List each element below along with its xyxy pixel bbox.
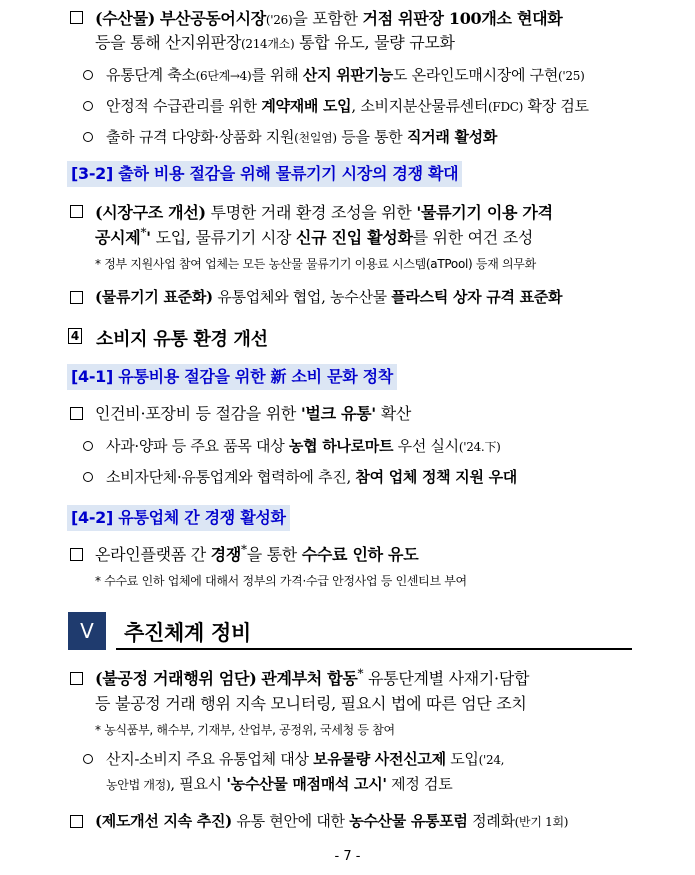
text-span: , 필요시 [170, 775, 227, 793]
text-span: 정례화 [467, 812, 515, 830]
text-span: ('25) [558, 69, 585, 83]
heading-underline [116, 648, 632, 650]
text-span: 도입, 물류기기 시장 [150, 228, 296, 247]
text-span: 신규 진입 활성화 [295, 228, 413, 247]
text-span: 등 불공정 거래 행위 지속 모니터링, 필요시 법에 따른 엄단 조치 [95, 694, 527, 713]
text-span: 부산공동어시장 [159, 9, 266, 28]
text-span: 관계부처 합동 [261, 669, 358, 688]
paragraph-line [106, 95, 695, 116]
paragraph-line [95, 401, 695, 424]
text-span: 농수산물 유통포럼 [349, 812, 468, 830]
text-span: ('24, [478, 753, 505, 767]
text-span: 투명한 거래 환경 조성을 위한 [205, 203, 417, 222]
text-span: (불공정 거래행위 엄단) [95, 669, 257, 688]
text-span: (제도개선 지속 추진) [95, 812, 232, 830]
checkbox-bullet [70, 548, 83, 561]
text-span: 소비자단체·유통업계와 협력하에 추진, [106, 468, 356, 486]
text-span: (시장구조 개선) [95, 203, 206, 222]
paragraph-line [95, 6, 695, 29]
footnote-mark: * [240, 542, 247, 557]
text-span: (6단계→4) [195, 69, 252, 83]
text-span: 인건비·포장비 등 절감을 위한 [95, 404, 301, 423]
checkbox-bullet [70, 291, 83, 304]
paragraph-line [106, 466, 695, 487]
text-span: 제정 검토 [386, 775, 453, 793]
checkbox-bullet [70, 205, 83, 218]
text-span: 도입 [445, 750, 479, 768]
text-span: 도 온라인도매시장에 구현 [392, 66, 559, 84]
paragraph-line [106, 748, 695, 769]
text-span: (FDC) [488, 100, 524, 114]
circle-bullet [83, 754, 93, 764]
footnote: * 수수료 인하 업체에 대해서 정부의 가격·수급 안정사업 등 인센티브 부여 [95, 574, 467, 588]
text-span: 확산 [375, 404, 412, 423]
text-span: 보유물량 사전신고제 [313, 750, 446, 768]
text-span: 우선 실시 [393, 437, 459, 455]
text-span: 를 위한 여건 조성 [412, 228, 534, 247]
footnote: * 농식품부, 해수부, 기재부, 산업부, 공정위, 국세청 등 참여 [95, 723, 395, 737]
paragraph-line [106, 126, 695, 147]
chapter-heading: 추진체계 정비 [124, 621, 251, 645]
circle-bullet [83, 472, 93, 482]
text-span: 온라인플랫폼 간 [95, 545, 211, 564]
section-heading: 소비지 유통 환경 개선 [96, 329, 268, 350]
text-span: 확장 검토 [523, 97, 589, 115]
checkbox-bullet [70, 672, 83, 685]
paragraph-line [95, 810, 695, 831]
checkbox-bullet [70, 407, 83, 420]
text-span: , 소비지분산물류센터 [351, 97, 489, 115]
checkbox-bullet [70, 815, 83, 828]
paragraph-line [95, 542, 695, 565]
paragraph-line [95, 666, 695, 689]
paragraph-line [95, 200, 695, 223]
footnote-mark: * [357, 666, 364, 681]
text-span: '물류기기 이용 가격 [416, 203, 553, 222]
text-span: 유통 현안에 대한 [231, 812, 350, 830]
text-span: 직거래 활성화 [406, 128, 498, 146]
text-span: 을 통한 [246, 545, 302, 564]
text-span: 농협 하나로마트 [288, 437, 394, 455]
text-span: (물류기기 표준화) [95, 288, 213, 306]
checkbox-bullet [70, 11, 83, 24]
section-number-box: 4 [68, 328, 82, 344]
text-span: 등을 통해 산지위판장 [95, 33, 241, 52]
text-span: 계약재배 도입 [261, 97, 352, 115]
text-span: ('26) [265, 13, 293, 27]
text-span: (반기 1회) [514, 815, 569, 829]
text-span: 등을 통한 [336, 128, 407, 146]
text-span: 공시제 [95, 228, 141, 247]
page-number: - 7 - [334, 849, 361, 864]
text-span: (천일염) [294, 131, 337, 145]
subsection-heading: [4-1] 유통비용 절감을 위한 新 소비 문화 정착 [67, 364, 397, 390]
circle-bullet [83, 101, 93, 111]
text-span: 를 위해 [251, 66, 303, 84]
text-span: '벌크 유통' [300, 404, 376, 423]
paragraph-line [106, 64, 695, 85]
paragraph-line [106, 773, 695, 794]
paragraph-line [106, 435, 695, 456]
text-span: '농수산물 매점매석 고시' [226, 775, 387, 793]
text-span: 산지 위판기능 [302, 66, 393, 84]
footnote: * 정부 지원사업 참여 업체는 모든 농산물 물류기기 이용료 시스템(aTPool) 등재 의무화 [95, 257, 536, 271]
text-span: 수수료 인하 유도 [301, 545, 419, 564]
subsection-heading: [4-2] 유통업체 간 경쟁 활성화 [67, 505, 290, 531]
text-span: (214개소) [240, 37, 295, 51]
text-span: 을 포함한 [292, 9, 363, 28]
text-span: 유통업체와 협업, 농수산물 [212, 288, 392, 306]
text-span: 통합 유도, 물량 규모화 [294, 33, 455, 52]
text-span: 유통단계 축소 [106, 66, 196, 84]
text-span: 유통단계별 사재기·담합 [363, 669, 530, 688]
text-span: ' [146, 228, 151, 247]
circle-bullet [83, 132, 93, 142]
circle-bullet [83, 441, 93, 451]
chapter-number-badge: Ⅴ [68, 612, 106, 650]
text-span: 거점 위판장 100개소 현대화 [362, 9, 563, 28]
text-span: 참여 업체 정책 지원 우대 [355, 468, 517, 486]
text-span: 안정적 수급관리를 위한 [106, 97, 262, 115]
text-span: 산지-소비지 주요 유통업체 대상 [106, 750, 314, 768]
text-span: 경쟁 [210, 545, 241, 564]
text-span: 플라스틱 상자 규격 표준화 [391, 288, 563, 306]
paragraph-line [95, 286, 695, 307]
circle-bullet [83, 70, 93, 80]
text-span: 출하 규격 다양화·상품화 지원 [106, 128, 295, 146]
text-span: (수산물) [95, 9, 156, 28]
text-span: 사과·양파 등 주요 품목 대상 [106, 437, 289, 455]
paragraph-line [95, 30, 695, 53]
paragraph-line [95, 691, 695, 714]
paragraph-line [95, 225, 695, 248]
text-span: 농안법 개정) [106, 778, 171, 792]
subsection-heading: [3-2] 출하 비용 절감을 위해 물류기기 시장의 경쟁 확대 [67, 161, 462, 187]
text-span: ('24.下) [458, 440, 501, 454]
footnote-mark: * [140, 225, 147, 240]
